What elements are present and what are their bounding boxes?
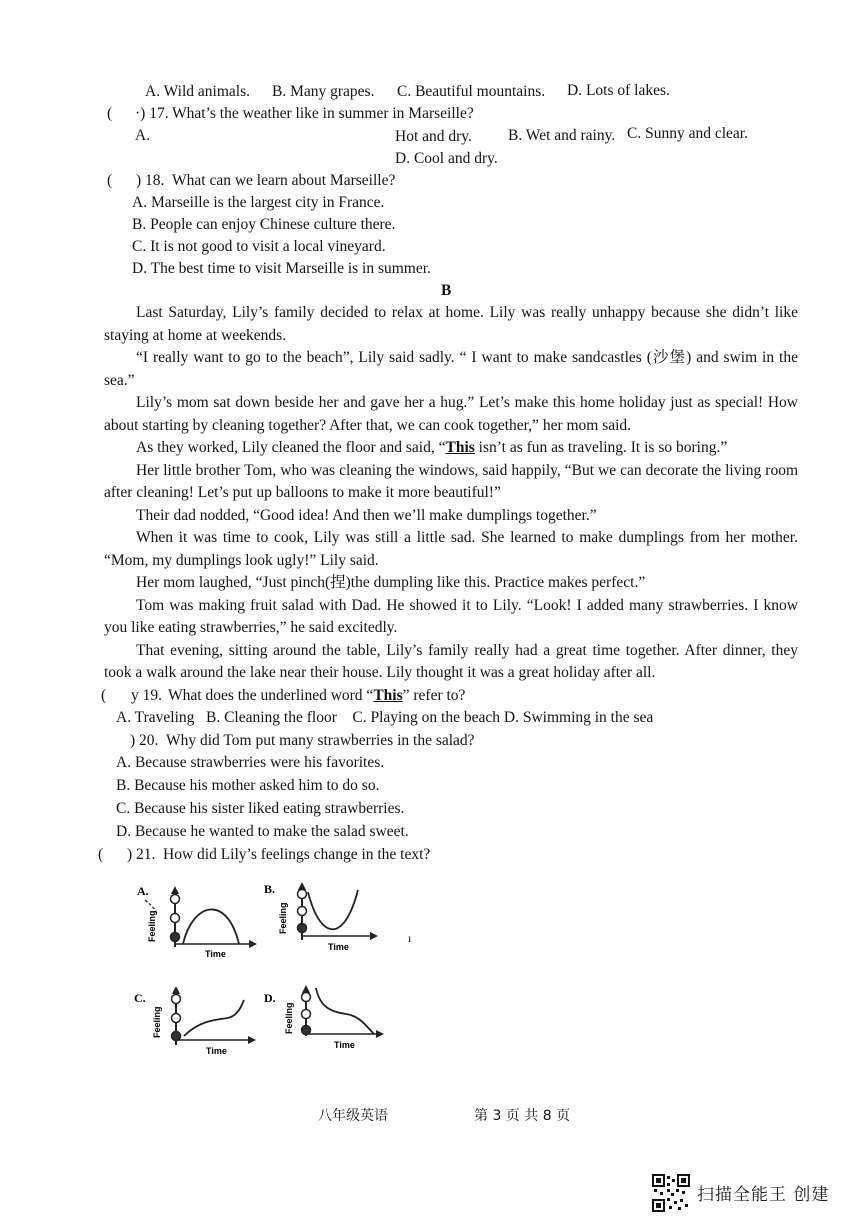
graph-c-happy-face xyxy=(172,995,181,1004)
graph-c-svg xyxy=(132,980,262,1060)
footer-subject: 八年级英语 xyxy=(318,1108,388,1124)
q18-option-b: B. People can enjoy Chinese culture there. xyxy=(132,216,396,233)
graph-b-neutral-face xyxy=(298,907,307,916)
footer-page-number: 第 3 页 共 8 页 xyxy=(474,1108,571,1124)
passage-paragraph-3: Lily’s mom sat down beside her and gave her a hug.” Let’s make this home holiday just as special! How about starting by cleaning together? After that, we can cook together,” her mom said. xyxy=(104,394,798,434)
q16-option-c: C. Beautiful mountains. xyxy=(397,83,546,100)
q19-underlined-word: This xyxy=(373,687,403,704)
passage-paragraph-5: Her little brother Tom, who was cleaning the windows, said happily, “But we can decorate the living room after cleaning! Let’s put up balloons to make it more beautiful!” xyxy=(104,461,798,501)
graph-a-y-arrow xyxy=(171,886,179,894)
reading-passage xyxy=(104,302,798,685)
q17-bracket: ( xyxy=(107,105,113,122)
passage-paragraph-4 xyxy=(104,437,798,460)
graph-a-label: A. xyxy=(137,884,149,898)
q16-option-d: D. Lots of lakes. xyxy=(567,82,670,99)
graph-d-neutral-face xyxy=(302,1010,311,1019)
q19-bracket: ( xyxy=(101,687,107,704)
graph-a-sad-face xyxy=(171,933,180,942)
graph-c-neutral-face xyxy=(172,1014,181,1023)
q16-option-b: B. Many grapes. xyxy=(272,83,375,100)
graph-b-sad-face xyxy=(298,924,307,933)
passage-paragraph-8: Her mom laughed, “Just pinch(捏)the dumpling like this. Practice makes perfect.” xyxy=(136,574,646,591)
graph-a-x-label: Time xyxy=(205,949,226,959)
q20-option-c: C. Because his sister liked eating strawberries. xyxy=(116,800,405,817)
q17-option-a-prefix: A. xyxy=(135,127,151,144)
q20-option-a: A. Because strawberries were his favorites. xyxy=(116,754,385,771)
graph-b-curve xyxy=(308,890,358,929)
graph-option-c xyxy=(132,980,262,1060)
passage-p4-before: As they worked, Lily cleaned the floor and said, “ xyxy=(136,439,446,456)
qr-code-icon xyxy=(652,1174,690,1212)
passage-paragraph-1: Last Saturday, Lily’s family decided to relax at home. Lily was really unhappy because she didn’t like staying at home at weekends. xyxy=(104,304,798,344)
passage-paragraph-7: When it was time to cook, Lily was still a little sad. She learned to make dumplings from her mother. “Mom, my dumplings look ugly!” Lily said. xyxy=(104,529,798,569)
q18-number: ) 18. xyxy=(136,172,165,189)
graph-a-neutral-face xyxy=(171,914,180,923)
q21-stem: How did Lily’s feelings change in the text? xyxy=(163,846,431,863)
graph-d-svg xyxy=(262,978,392,1058)
graph-d-label: D. xyxy=(264,991,276,1005)
graph-d-curve xyxy=(316,988,374,1034)
graph-option-a xyxy=(135,882,265,962)
q18-option-a: A. Marseille is the largest city in France. xyxy=(132,194,385,211)
graph-d-happy-face xyxy=(302,993,311,1002)
passage-paragraph-10: That evening, sitting around the table, Lily’s family really had a great time together. After dinner, they took a walk around the lake near their house. Lily thought it was a great holiday after all. xyxy=(104,641,798,681)
graph-b-x-arrow xyxy=(370,932,378,940)
graph-a-y-label: Feeling xyxy=(147,910,157,942)
stray-mark: ı xyxy=(408,931,412,945)
q17-number: ·) 17. xyxy=(135,105,169,122)
q20-option-d: D. Because he wanted to make the salad sweet. xyxy=(116,823,409,840)
q20-option-b: B. Because his mother asked him to do so. xyxy=(116,777,380,794)
q19-number: y 19. xyxy=(131,687,162,704)
q19-stem xyxy=(168,686,465,706)
graph-a-x-arrow xyxy=(249,940,257,948)
graph-b-x-label: Time xyxy=(328,942,349,952)
graph-a-curve xyxy=(183,909,239,944)
q17-option-d: D. Cool and dry. xyxy=(395,150,498,167)
graph-c-label: C. xyxy=(134,991,146,1005)
graph-c-x-arrow xyxy=(248,1036,256,1044)
q17-option-b: B. Wet and rainy. xyxy=(508,127,616,144)
passage-paragraph-6: Their dad nodded, “Good idea! And then we’ll make dumplings together.” xyxy=(136,506,597,524)
q16-option-a: A. Wild animals. xyxy=(145,83,250,100)
q20-number: ) 20. xyxy=(130,732,159,749)
q18-bracket: ( xyxy=(107,172,113,189)
passage-p4-after: isn’t as fun as traveling. It is so boring.” xyxy=(474,439,728,456)
graph-a-svg xyxy=(135,882,265,962)
section-title: B xyxy=(441,282,452,299)
underlined-word-this: This xyxy=(445,439,475,456)
q17-stem: What’s the weather like in summer in Marseille? xyxy=(172,105,474,122)
q17-option-a: Hot and dry. xyxy=(395,128,472,145)
graph-c-curve xyxy=(184,1000,244,1036)
graph-option-b xyxy=(262,878,392,958)
graph-d-x-label: Time xyxy=(334,1040,355,1050)
graph-d-sad-face xyxy=(302,1026,311,1035)
q18-option-d: D. The best time to visit Marseille is in summer. xyxy=(132,260,431,277)
q19-options: A. Traveling B. Cleaning the floor C. Playing on the beach D. Swimming in the sea xyxy=(116,709,654,726)
graph-a-happy-face xyxy=(171,895,180,904)
q17-option-c: C. Sunny and clear. xyxy=(627,125,748,142)
q21-number: ) 21. xyxy=(127,846,156,863)
q18-stem: What can we learn about Marseille? xyxy=(172,172,396,189)
graph-b-svg xyxy=(262,878,392,958)
graph-c-y-label: Feeling xyxy=(152,1006,162,1038)
graph-c-sad-face xyxy=(172,1032,181,1041)
q18-option-c: C. It is not good to visit a local vineyard. xyxy=(132,238,386,255)
graph-d-x-arrow xyxy=(376,1030,384,1038)
watermark-text: 扫描全能王 创建 xyxy=(697,1185,830,1205)
q19-stem-after: ” refer to? xyxy=(402,687,466,704)
passage-paragraph-2: “I really want to go to the beach”, Lily said sadly. “ I want to make sandcastles (沙堡) and swim in the sea.” xyxy=(104,349,798,389)
graph-c-y-arrow xyxy=(172,986,180,994)
graph-option-d xyxy=(262,978,392,1058)
graph-b-y-label: Feeling xyxy=(278,902,288,934)
graph-d-y-label: Feeling xyxy=(284,1002,294,1034)
graph-b-happy-face xyxy=(298,890,307,899)
graph-c-x-label: Time xyxy=(206,1046,227,1056)
q19-stem-before: What does the underlined word “ xyxy=(168,687,374,704)
graph-b-label: B. xyxy=(264,882,276,896)
q21-bracket: ( xyxy=(98,846,104,863)
passage-paragraph-9: Tom was making fruit salad with Dad. He showed it to Lily. “Look! I added many strawberries. I know you like eating strawberries,” he said excitedly. xyxy=(104,596,798,636)
q20-stem: Why did Tom put many strawberries in the salad? xyxy=(166,732,475,749)
